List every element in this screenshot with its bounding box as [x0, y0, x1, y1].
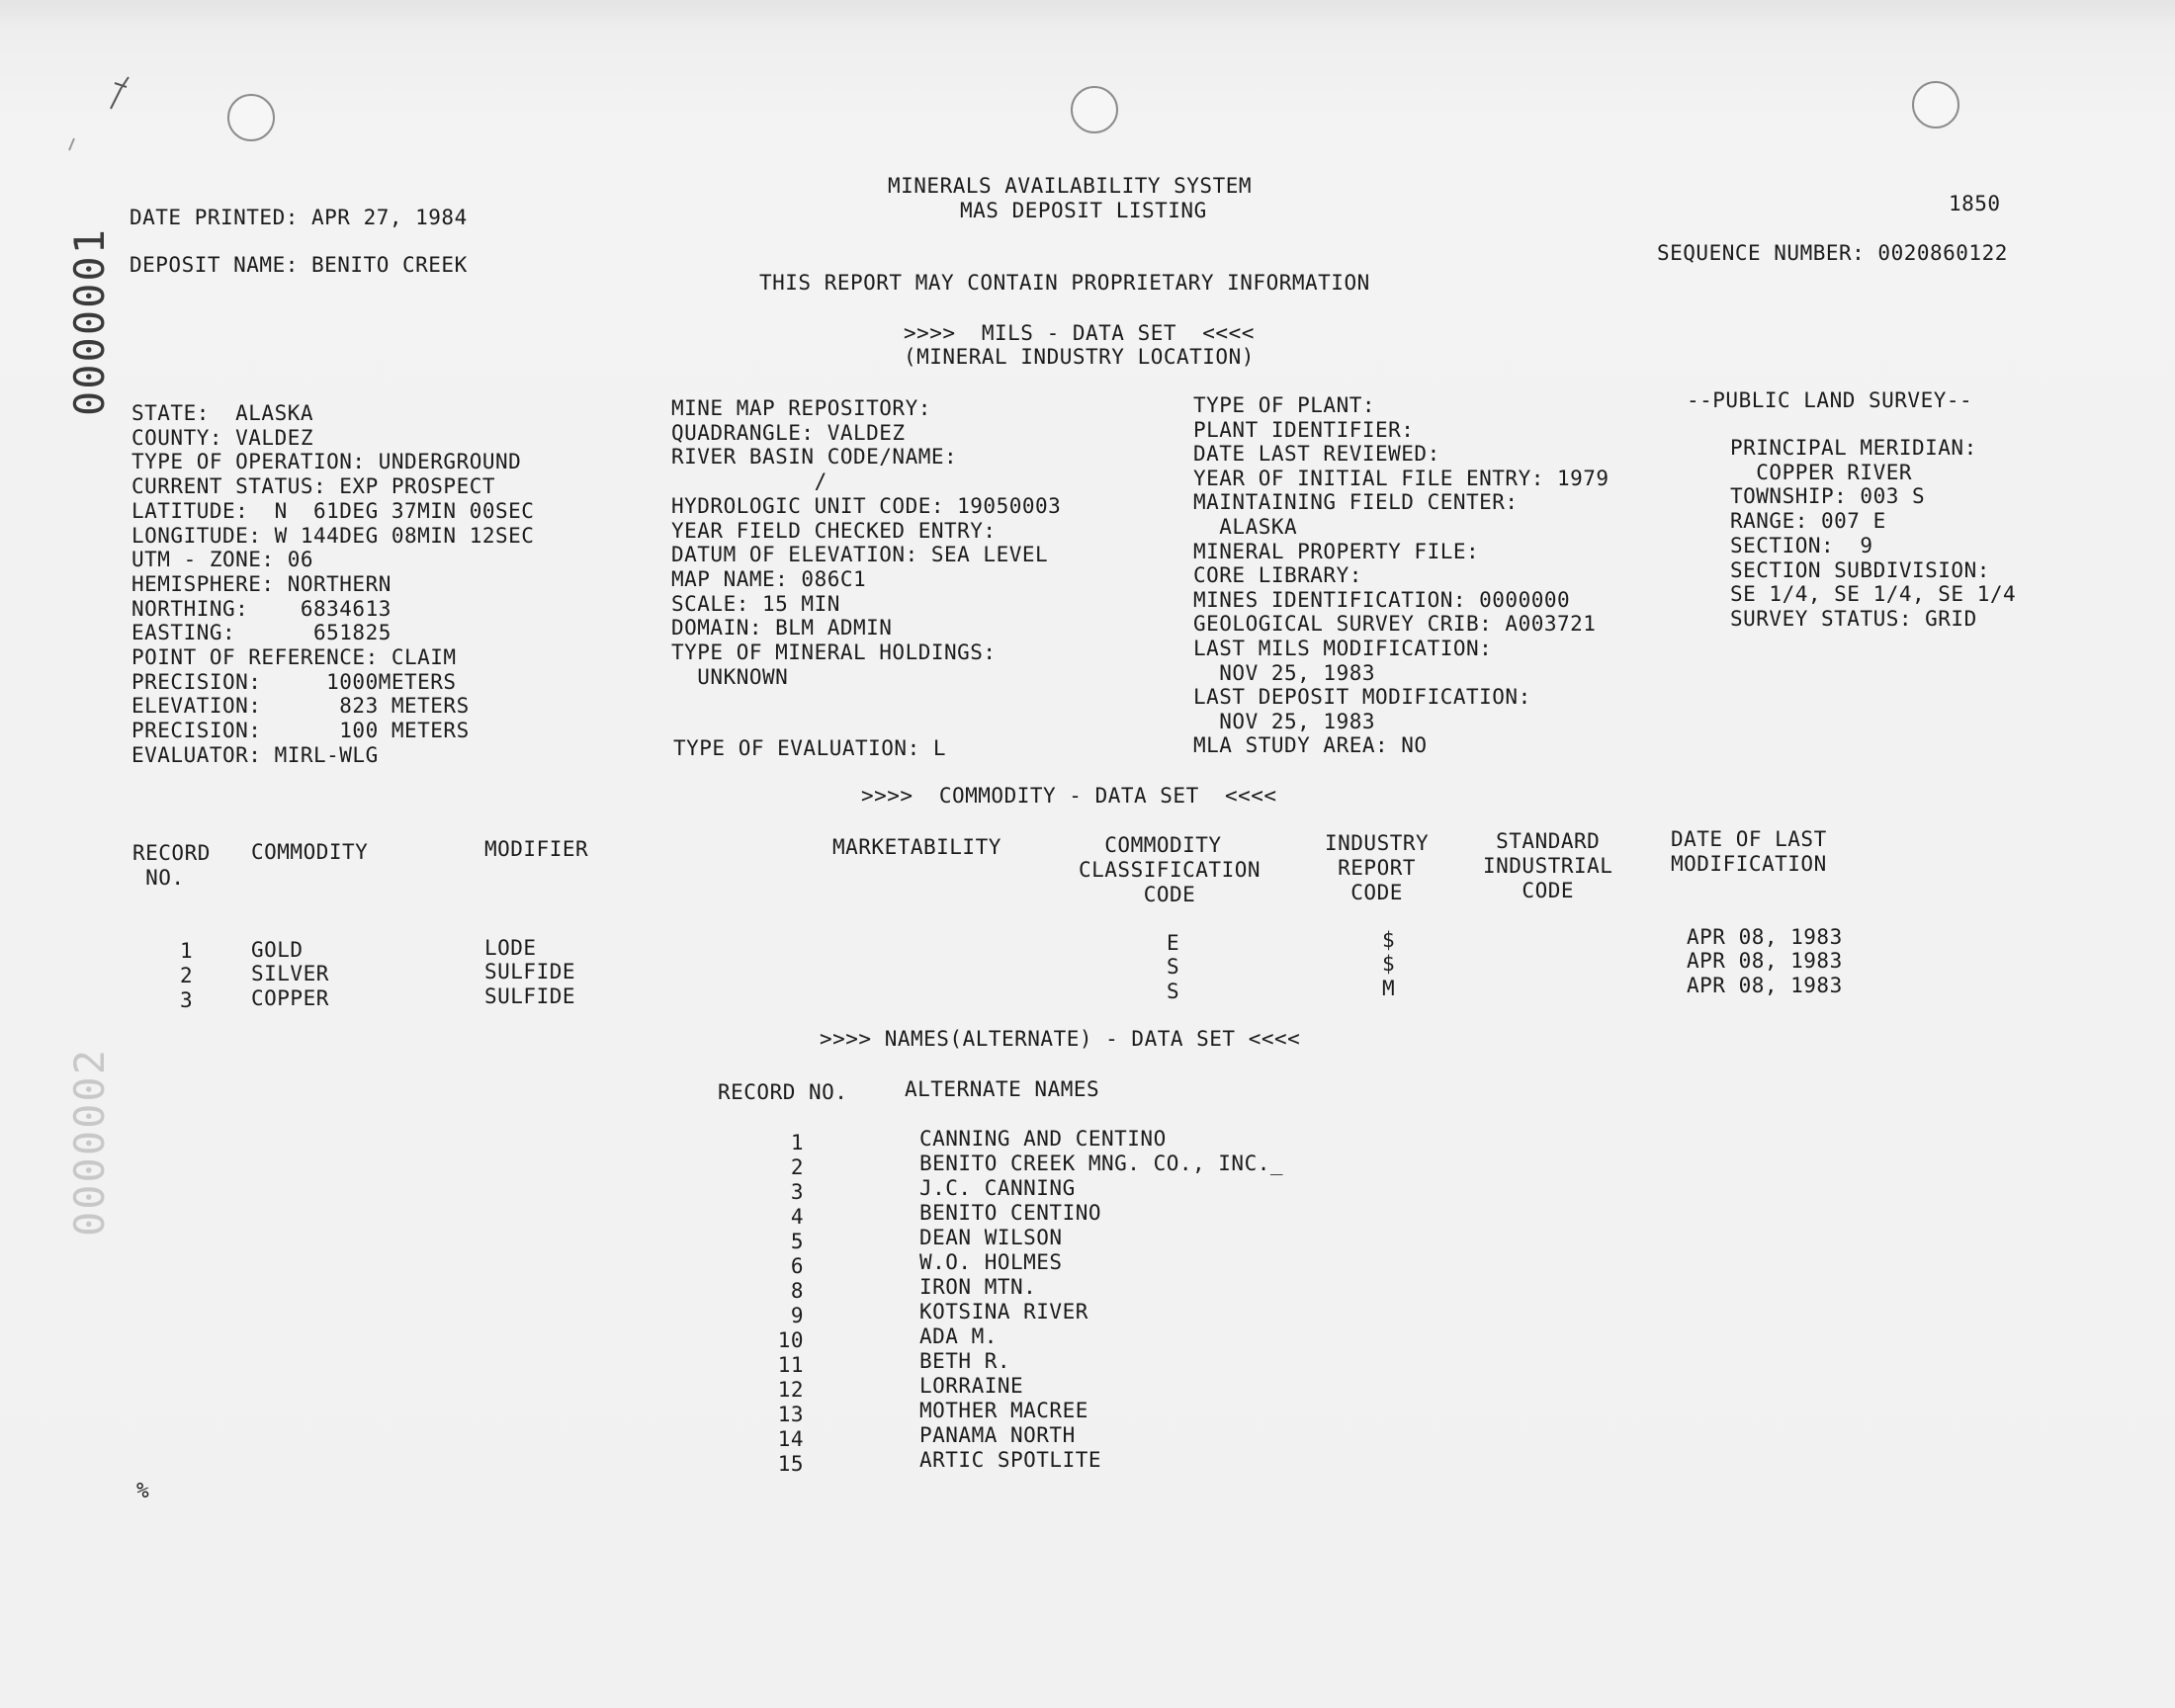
name-row-no: 15 — [777, 1452, 804, 1476]
name-row-name: LORRAINE — [919, 1374, 1024, 1398]
punch-hole-right — [1912, 81, 1959, 128]
field-datum-of-elevation: DATUM OF ELEVATION: SEA LEVEL — [671, 543, 1049, 567]
field-mine-map-repository: MINE MAP REPOSITORY: — [671, 396, 931, 420]
commodity-row-no: 1 — [180, 939, 194, 963]
field-domain: DOMAIN: BLM ADMIN — [671, 616, 893, 640]
field-elevation: ELEVATION: 823 METERS — [131, 694, 470, 719]
field-last-deposit-modification: LAST DEPOSIT MODIFICATION: — [1193, 685, 1531, 710]
name-row-name: IRON MTN. — [919, 1275, 1037, 1299]
field-longitude: LONGITUDE: W 144DEG 08MIN 12SEC — [131, 523, 535, 548]
commodity-header-industry-report: INDUSTRY REPORT CODE — [1325, 831, 1430, 904]
name-row-no: 8 — [790, 1279, 804, 1303]
field-mineral-holdings-value: UNKNOWN — [671, 664, 789, 689]
field-type-of-plant: TYPE OF PLANT: — [1193, 393, 1376, 417]
name-row-no: 14 — [777, 1427, 804, 1451]
field-year-initial-entry: YEAR OF INITIAL FILE ENTRY: 1979 — [1193, 466, 1610, 490]
field-mineral-property-file: MINERAL PROPERTY FILE: — [1193, 539, 1480, 563]
name-row-name: MOTHER MACREE — [919, 1399, 1088, 1422]
field-precision: PRECISION: 1000METERS — [131, 669, 457, 694]
field-elevation-precision: PRECISION: 100 METERS — [131, 719, 470, 743]
field-geological-survey-crib: GEOLOGICAL SURVEY CRIB: A003721 — [1193, 612, 1597, 637]
name-row-no: 1 — [790, 1131, 804, 1154]
proprietary-notice: THIS REPORT MAY CONTAIN PROPRIETARY INFORMATION — [759, 271, 1370, 295]
field-range: RANGE: 007 E — [1730, 509, 1886, 534]
field-northing: NORTHING: 6834613 — [131, 596, 392, 621]
commodity-section-title: >>>> COMMODITY - DATA SET <<<< — [861, 784, 1277, 808]
field-map-name: MAP NAME: 086C1 — [671, 566, 867, 591]
field-river-basin-value: / — [671, 470, 827, 494]
field-year-field-checked: YEAR FIELD CHECKED ENTRY: — [671, 518, 997, 543]
name-row-name: DEAN WILSON — [919, 1226, 1063, 1249]
commodity-row-name: SILVER — [251, 962, 329, 985]
field-river-basin: RIVER BASIN CODE/NAME: — [671, 445, 958, 470]
punch-hole-left — [227, 94, 275, 141]
field-utm-zone: UTM - ZONE: 06 — [131, 548, 314, 572]
commodity-header-marketability: MARKETABILITY — [832, 835, 1001, 859]
footer-mark: % — [136, 1479, 150, 1502]
commodity-row-report: $ — [1382, 928, 1396, 952]
commodity-row-name: COPPER — [251, 986, 329, 1010]
field-point-of-reference: POINT OF REFERENCE: CLAIM — [131, 645, 457, 669]
commodity-header-sic: STANDARD INDUSTRIAL CODE — [1483, 829, 1613, 902]
name-row-no: 9 — [790, 1304, 804, 1327]
commodity-row-date: APR 08, 1983 — [1687, 949, 1843, 973]
commodity-row-no: 3 — [180, 988, 194, 1012]
field-principal-meridian-value: COPPER RIVER — [1730, 460, 1913, 484]
commodity-row-modifier: SULFIDE — [484, 984, 576, 1008]
commodity-row-class: S — [1167, 980, 1180, 1003]
field-last-deposit-modification-value: NOV 25, 1983 — [1193, 709, 1376, 733]
commodity-row-no: 2 — [180, 964, 194, 987]
field-core-library: CORE LIBRARY: — [1193, 563, 1362, 588]
field-easting: EASTING: 651825 — [131, 621, 392, 645]
field-state: STATE: ALASKA — [131, 401, 314, 425]
commodity-header-date: DATE OF LAST MODIFICATION — [1671, 827, 1827, 876]
field-hemisphere: HEMISPHERE: NORTHERN — [131, 571, 392, 596]
field-maintaining-center-value: ALASKA — [1193, 515, 1298, 539]
commodity-row-class: E — [1167, 931, 1180, 955]
field-section: SECTION: 9 — [1730, 533, 1873, 557]
field-type-of-operation: TYPE OF OPERATION: UNDERGROUND — [131, 450, 522, 474]
name-row-name: ARTIC SPOTLITE — [919, 1448, 1102, 1472]
name-row-no: 5 — [790, 1230, 804, 1253]
commodity-row-report: $ — [1382, 952, 1396, 976]
commodity-header-classification: COMMODITY CLASSIFICATION CODE — [1079, 833, 1262, 906]
name-row-no: 4 — [790, 1205, 804, 1229]
field-township: TOWNSHIP: 003 S — [1730, 484, 1926, 509]
name-row-name: PANAMA NORTH — [919, 1423, 1076, 1447]
name-row-name: KOTSINA RIVER — [919, 1300, 1088, 1324]
field-date-last-reviewed: DATE LAST REVIEWED: — [1193, 442, 1440, 467]
name-row-name: BENITO CREEK MNG. CO., INC._ — [919, 1152, 1284, 1175]
commodity-row-report: M — [1382, 977, 1396, 1000]
pen-mark — [59, 69, 138, 158]
field-last-mils-modification-value: NOV 25, 1983 — [1193, 660, 1376, 685]
public-land-survey-title: --PUBLIC LAND SURVEY-- — [1687, 388, 1973, 412]
name-row-name: BETH R. — [919, 1349, 1011, 1373]
commodity-header-modifier: MODIFIER — [484, 837, 589, 861]
field-latitude: LATITUDE: N 61DEG 37MIN 00SEC — [131, 498, 535, 523]
page-stamp-top: 0000001 — [65, 227, 114, 417]
names-header-alternate: ALTERNATE NAMES — [905, 1077, 1100, 1101]
field-county: COUNTY: VALDEZ — [131, 425, 314, 450]
name-row-name: W.O. HOLMES — [919, 1250, 1063, 1274]
commodity-row-class: S — [1167, 955, 1180, 979]
commodity-row-date: APR 08, 1983 — [1687, 974, 1843, 997]
field-evaluator: EVALUATOR: MIRL-WLG — [131, 742, 379, 767]
field-plant-identifier: PLANT IDENTIFIER: — [1193, 417, 1415, 442]
name-row-no: 12 — [777, 1378, 804, 1402]
commodity-row-modifier: SULFIDE — [484, 960, 576, 983]
field-quadrangle: QUADRANGLE: VALDEZ — [671, 420, 906, 445]
field-scale: SCALE: 15 MIN — [671, 591, 840, 616]
page-stamp-bottom: 0000002 — [65, 1048, 114, 1238]
field-mineral-holdings: TYPE OF MINERAL HOLDINGS: — [671, 640, 997, 664]
mils-section-subtitle: (MINERAL INDUSTRY LOCATION) — [904, 345, 1255, 369]
field-last-mils-modification: LAST MILS MODIFICATION: — [1193, 637, 1493, 660]
field-current-status: CURRENT STATUS: EXP PROSPECT — [131, 474, 496, 499]
commodity-row-modifier: LODE — [484, 936, 537, 960]
name-row-no: 3 — [790, 1180, 804, 1204]
commodity-header-commodity: COMMODITY — [251, 840, 369, 864]
field-maintaining-center: MAINTAINING FIELD CENTER: — [1193, 490, 1519, 515]
field-principal-meridian: PRINCIPAL MERIDIAN: — [1730, 436, 1977, 460]
system-title: MINERALS AVAILABILITY SYSTEM — [888, 174, 1253, 198]
name-row-name: BENITO CENTINO — [919, 1201, 1102, 1225]
field-section-subdivision-value: SE 1/4, SE 1/4, SE 1/4 — [1730, 582, 2017, 607]
name-row-no: 6 — [790, 1254, 804, 1278]
date-printed: DATE PRINTED: APR 27, 1984 — [130, 206, 468, 229]
deposit-name: DEPOSIT NAME: BENITO CREEK — [130, 253, 468, 277]
names-header-record-no: RECORD NO. — [718, 1080, 848, 1104]
name-row-no: 11 — [777, 1353, 804, 1377]
field-mla-study-area: MLA STUDY AREA: NO — [1193, 733, 1428, 758]
name-row-no: 2 — [790, 1155, 804, 1179]
commodity-row-date: APR 08, 1983 — [1687, 925, 1843, 949]
field-hydrologic-unit: HYDROLOGIC UNIT CODE: 19050003 — [671, 493, 1062, 518]
name-row-no: 10 — [777, 1328, 804, 1352]
names-section-title: >>>> NAMES(ALTERNATE) - DATA SET <<<< — [820, 1027, 1301, 1051]
listing-title: MAS DEPOSIT LISTING — [960, 199, 1207, 222]
field-section-subdivision: SECTION SUBDIVISION: — [1730, 557, 1990, 582]
mils-section-title: >>>> MILS - DATA SET <<<< — [904, 321, 1255, 345]
name-row-name: ADA M. — [919, 1324, 998, 1348]
field-survey-status: SURVEY STATUS: GRID — [1730, 606, 1977, 631]
name-row-name: CANNING AND CENTINO — [919, 1127, 1167, 1151]
commodity-row-name: GOLD — [251, 938, 304, 962]
sequence-number: SEQUENCE NUMBER: 0020860122 — [1657, 241, 2008, 265]
punch-hole-center — [1071, 86, 1118, 133]
page-number: 1850 — [1949, 192, 2001, 215]
field-mines-identification: MINES IDENTIFICATION: 0000000 — [1193, 587, 1571, 612]
field-type-of-evaluation: TYPE OF EVALUATION: L — [673, 736, 947, 760]
name-row-no: 13 — [777, 1403, 804, 1426]
name-row-name: J.C. CANNING — [919, 1176, 1076, 1200]
commodity-header-record-no: RECORD NO. — [132, 841, 211, 890]
